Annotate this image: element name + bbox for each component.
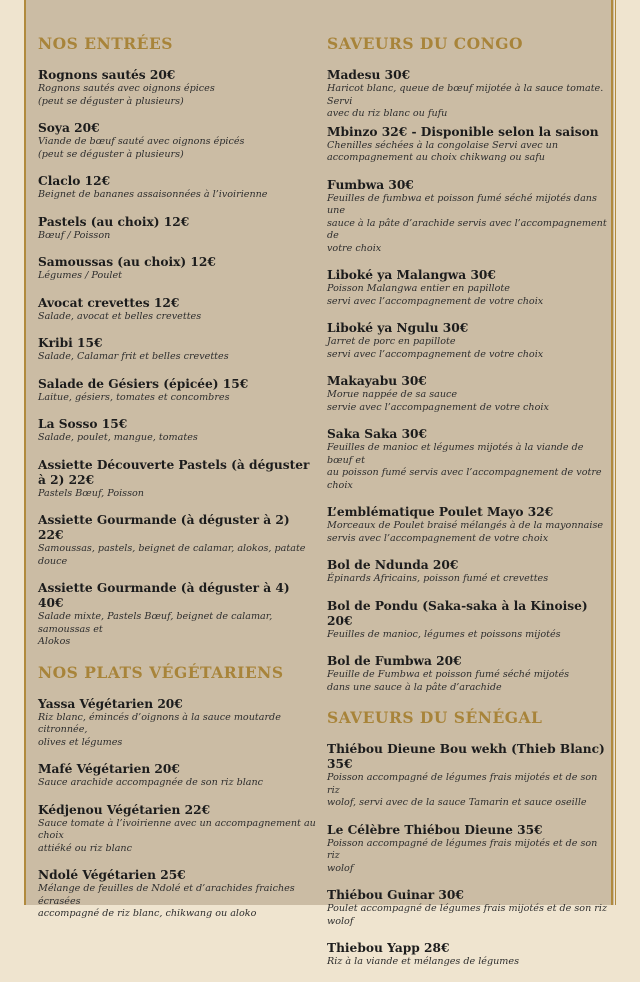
congo-item	[327, 68, 609, 121]
entree-item	[38, 377, 318, 405]
right-border	[611, 0, 613, 905]
item-description: Jarret de porc en papillote servi avec l’accompagnement de votre choix	[327, 336, 544, 360]
entree-item	[38, 336, 318, 364]
item-description: Laitue, gésiers, tomates et concombres	[38, 391, 230, 403]
congo-list	[327, 68, 609, 694]
item-description: Salade, poulet, mangue, tomates	[38, 432, 198, 443]
item-name: Thiébou Dieune Bou wekh (Thieb Blanc) 35€	[327, 742, 605, 771]
left-column	[38, 34, 318, 934]
item-name: Thiebou Yapp 28€	[327, 941, 450, 955]
item-description: Beignet de bananes assaisonnées à l’ivoirienne	[38, 189, 268, 200]
item-description: Viande de bœuf sauté avec oignons épicés (peut se déguster à plusieurs)	[38, 136, 245, 160]
right-border-inner	[615, 0, 616, 905]
vege-item	[38, 762, 318, 790]
item-name: Thiébou Guinar 30€	[327, 888, 464, 902]
item-name: Saka Saka 30€	[327, 427, 428, 441]
item-description: Riz à la viande et mélanges de légumes	[327, 956, 520, 967]
vege-item	[38, 803, 318, 856]
congo-item	[327, 178, 609, 256]
congo-item	[327, 427, 609, 492]
entree-item	[38, 255, 318, 283]
item-description: Feuilles de fumbwa et poisson fumé séché mijotés dans une sauce à la pâte d’arachide servis avec l’accompagnement de votre choix	[327, 192, 607, 254]
item-description: Haricot blanc, queue de bœuf mijotée à la sauce tomate. Servi avec du riz blanc ou fufu	[327, 83, 604, 119]
item-description: Sauce arachide accompagnée de son riz blanc	[38, 777, 264, 788]
vege-title: NOS PLATS VÉGÉTARIENS	[38, 662, 284, 682]
entrees-title: NOS ENTRÉES	[38, 34, 173, 53]
item-description: Salade, Calamar frit et belles crevettes	[38, 351, 229, 362]
item-description: Riz blanc, émincés d’oignons à la sauce moutarde citronnée, olives et légumes	[38, 711, 281, 748]
senegal-title: SAVEURS DU SÉNÉGAL	[327, 708, 543, 727]
congo-item	[327, 268, 609, 308]
entree-item	[38, 513, 318, 568]
vege-item	[38, 868, 318, 921]
item-name: Assiette Gourmande (à déguster à 2) 22€	[38, 513, 290, 542]
entree-item	[38, 417, 318, 445]
congo-item	[327, 654, 609, 694]
item-description: Poisson accompagné de légumes frais mijotés et de son riz wolof	[327, 837, 598, 874]
senegal-item	[327, 941, 609, 969]
item-name: Madesu 30€	[327, 68, 411, 82]
item-name: Claclo 12€	[38, 174, 111, 188]
entree-item	[38, 581, 318, 649]
item-name: Le Célèbre Thiébou Dieune 35€	[327, 822, 543, 837]
item-description: Épinards Africains, poisson fumé et crevettes	[327, 573, 549, 584]
item-name: Assiette Gourmande (à déguster à 4) 40€	[38, 581, 290, 610]
item-name: Ndolé Végétarien 25€	[38, 868, 186, 882]
item-description: Morue nappée de sa sauce servie avec l’accompagnement de votre choix	[327, 389, 549, 413]
entree-item	[38, 68, 318, 108]
item-description: Poisson accompagné de légumes frais mijotés et de son riz wolof, servi avec de la sauce Tamarin et sauce oseille	[327, 772, 598, 808]
item-name: Assiette Découverte Pastels (à déguster à 2) 22€	[38, 457, 310, 487]
congo-item	[327, 321, 609, 361]
item-name: Rognons sautés 20€	[38, 68, 176, 82]
item-name: Mafé Végétarien 20€	[38, 762, 180, 776]
item-name: Makayabu 30€	[327, 374, 427, 388]
item-name: La Sosso 15€	[38, 417, 128, 431]
congo-item	[327, 505, 609, 545]
item-name: Yassa Végétarien 20€	[38, 696, 183, 711]
entree-item	[38, 296, 318, 324]
item-description: Samoussas, pastels, beignet de calamar, alokos, patate douce	[38, 543, 306, 567]
item-name: Fumbwa 30€	[327, 177, 414, 192]
vege-item	[38, 697, 318, 750]
item-name: L’emblématique Poulet Mayo 32€	[327, 505, 554, 519]
entrees-list	[38, 68, 318, 649]
item-description: Poulet accompagné de légumes frais mijotés et de son riz wolof	[327, 903, 608, 927]
item-name: Samoussas (au choix) 12€	[38, 255, 216, 269]
item-name: Liboké ya Ngulu 30€	[327, 321, 469, 335]
congo-item	[327, 125, 609, 165]
item-name: Bol de Ndunda 20€	[327, 558, 459, 572]
item-description: Chenilles séchées à la congolaise Servi avec un accompagnement au choix chikwang ou safu	[327, 139, 559, 163]
item-name: Liboké ya Malangwa 30€	[327, 268, 496, 282]
item-name: Mbinzo 32€ - Disponible selon la saison	[327, 124, 599, 139]
item-name: Pastels (au choix) 12€	[38, 214, 190, 229]
vege-list	[38, 697, 318, 921]
item-description: Morceaux de Poulet braisé mélangés à de la mayonnaise servis avec l’accompagnement de votre choix	[327, 520, 604, 544]
congo-title: SAVEURS DU CONGO	[327, 34, 524, 53]
item-description: Feuille de Fumbwa et poisson fumé séché mijotés dans une sauce à la pâte d’arachide	[327, 669, 570, 693]
item-name: Bol de Pondu (Saka-saka à la Kinoise) 20€	[327, 598, 588, 628]
entree-item	[38, 215, 318, 243]
item-description: Feuilles de manioc et légumes mijotés à la viande de bœuf et au poisson fumé servis avec l’accompagnement de votre choix	[327, 442, 602, 491]
item-name: Kribi 15€	[38, 336, 103, 350]
item-description: Pastels Bœuf, Poisson	[38, 487, 144, 499]
item-name: Avocat crevettes 12€	[38, 295, 180, 310]
entree-item	[38, 458, 318, 501]
right-column	[327, 34, 609, 982]
item-description: Salade mixte, Pastels Bœuf, beignet de calamar, samoussas et Alokos	[38, 611, 273, 647]
item-description: Feuilles de manioc, légumes et poissons mijotés	[327, 628, 561, 640]
item-description: Sauce tomate à l’ivoirienne avec un accompagnement au choix attiéké ou riz blanc	[38, 817, 316, 854]
item-description: Mélange de feuilles de Ndolé et d’arachides fraiches écrasées accompagné de riz blanc, chikwang ou aloko	[38, 883, 295, 919]
senegal-item	[327, 823, 609, 876]
entree-item	[38, 121, 318, 161]
entree-item	[38, 174, 318, 202]
left-border	[24, 0, 26, 905]
congo-item	[327, 374, 609, 414]
item-name: Kédjenou Végétarien 22€	[38, 802, 211, 817]
congo-item	[327, 599, 609, 642]
item-description: Poisson Malangwa entier en papillote servi avec l’accompagnement de votre choix	[327, 283, 544, 307]
congo-item	[327, 558, 609, 586]
item-description: Rognons sautés avec oignons épices (peut se déguster à plusieurs)	[38, 83, 215, 107]
item-name: Soya 20€	[38, 121, 100, 135]
item-description: Bœuf / Poisson	[38, 229, 111, 241]
item-name: Bol de Fumbwa 20€	[327, 654, 462, 668]
senegal-item	[327, 888, 609, 928]
senegal-item	[327, 742, 609, 810]
item-description: Légumes / Poulet	[38, 270, 123, 281]
senegal-list	[327, 742, 609, 969]
item-name: Salade de Gésiers (épicée) 15€	[38, 376, 249, 391]
item-description: Salade, avocat et belles crevettes	[38, 310, 202, 322]
